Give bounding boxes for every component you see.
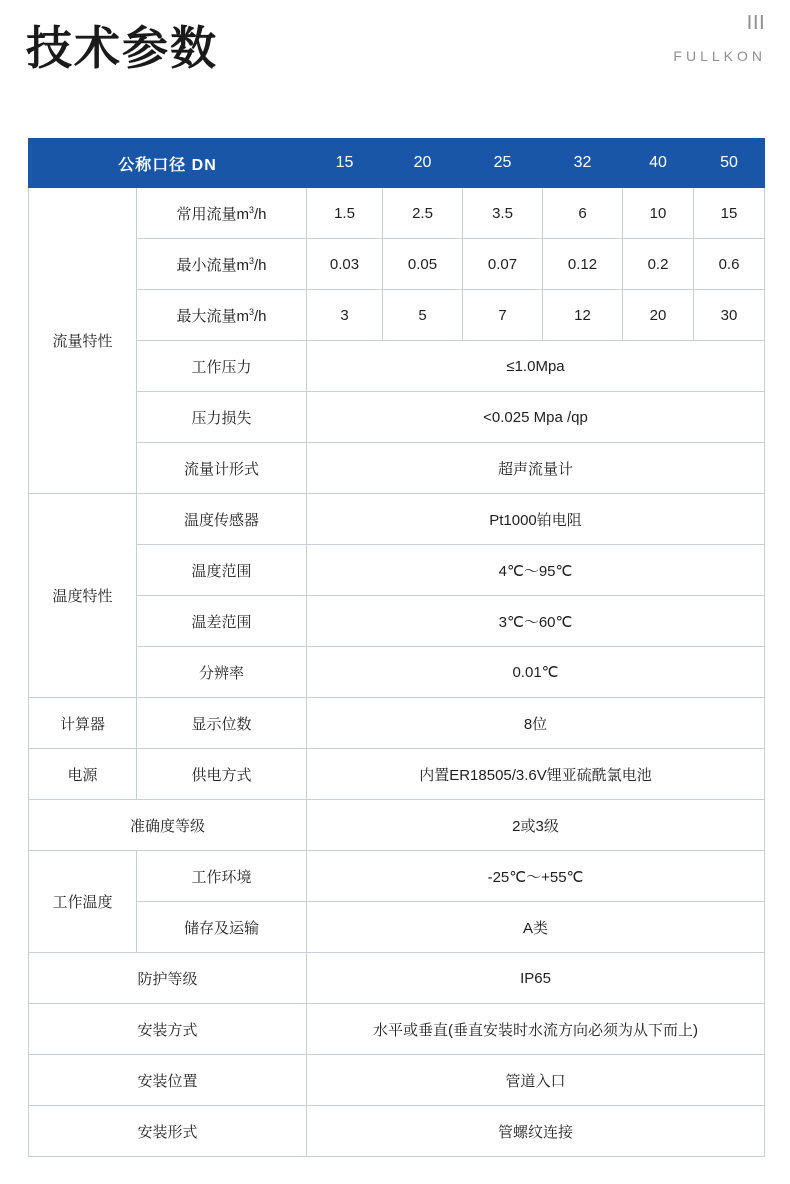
category-flow: 流量特性	[29, 188, 137, 494]
table-row	[29, 647, 765, 698]
cell-value: 0.01℃	[307, 647, 765, 698]
header-size-25: 25	[463, 139, 543, 188]
table-row	[29, 851, 765, 902]
cell-value: Pt1000铂电阻	[307, 494, 765, 545]
brand-block	[673, 14, 766, 64]
cell-value: IP65	[307, 953, 765, 1004]
category-protection-class: 防护等级	[29, 953, 307, 1004]
table-row	[29, 800, 765, 851]
cell-value: 8位	[307, 698, 765, 749]
cell-value: 3	[307, 290, 383, 341]
cell-value: A类	[307, 902, 765, 953]
cell-value: -25℃～+55℃	[307, 851, 765, 902]
row-label-flowmeter-type: 流量计形式	[137, 443, 307, 494]
cell-value: 15	[694, 188, 765, 239]
row-label-pressure-loss: 压力损失	[137, 392, 307, 443]
cell-value: 3.5	[463, 188, 543, 239]
cell-value: 20	[623, 290, 694, 341]
table-row	[29, 494, 765, 545]
cell-value: 管螺纹连接	[307, 1106, 765, 1157]
table-row	[29, 596, 765, 647]
brand-name: FULLKON	[673, 48, 766, 64]
row-label-normal-flow: 常用流量$m^3/h$	[137, 188, 307, 239]
cell-value: 5	[383, 290, 463, 341]
cell-value: 0.2	[623, 239, 694, 290]
header-size-20: 20	[383, 139, 463, 188]
row-label-display-digits: 显示位数	[137, 698, 307, 749]
cell-value: 6	[543, 188, 623, 239]
cell-value: 0.12	[543, 239, 623, 290]
table-row	[29, 1004, 765, 1055]
table-row	[29, 1106, 765, 1157]
table-header-row	[29, 139, 765, 188]
header-size-15: 15	[307, 139, 383, 188]
cell-value: 2或3级	[307, 800, 765, 851]
table-row	[29, 545, 765, 596]
table-row	[29, 443, 765, 494]
row-label-max-flow: 最大流量$m^3/h$	[137, 290, 307, 341]
row-label-working-pressure: 工作压力	[137, 341, 307, 392]
table-row	[29, 341, 765, 392]
header-size-32: 32	[543, 139, 623, 188]
category-calculator: 计算器	[29, 698, 137, 749]
cell-value: 超声流量计	[307, 443, 765, 494]
table-row	[29, 290, 765, 341]
row-label-temp-sensor: 温度传感器	[137, 494, 307, 545]
header-size-50: 50	[694, 139, 765, 188]
cell-value: 0.07	[463, 239, 543, 290]
category-installation-method: 安装方式	[29, 1004, 307, 1055]
row-label-temp-range: 温度范围	[137, 545, 307, 596]
table-row	[29, 239, 765, 290]
cell-value: 管道入口	[307, 1055, 765, 1106]
category-power: 电源	[29, 749, 137, 800]
brand-logo-icon: |||	[747, 13, 766, 30]
cell-value: <0.025 Mpa /qp	[307, 392, 765, 443]
row-label-storage-transport: 储存及运输	[137, 902, 307, 953]
table-row	[29, 188, 765, 239]
table-row	[29, 749, 765, 800]
cell-value: 1.5	[307, 188, 383, 239]
cell-value: 0.03	[307, 239, 383, 290]
category-operating-temperature: 工作温度	[29, 851, 137, 953]
page-title: 技术参数	[26, 22, 218, 74]
cell-value: ≤1.0Mpa	[307, 341, 765, 392]
table-row	[29, 392, 765, 443]
cell-value: 12	[543, 290, 623, 341]
category-installation-position: 安装位置	[29, 1055, 307, 1106]
row-label-resolution: 分辨率	[137, 647, 307, 698]
cell-value: 内置ER18505/3.6V锂亚硫酰氯电池	[307, 749, 765, 800]
table-body	[29, 188, 765, 1157]
table-row	[29, 698, 765, 749]
category-connection-type: 安装形式	[29, 1106, 307, 1157]
cell-value: 10	[623, 188, 694, 239]
cell-value: 水平或垂直(垂直安装时水流方向必须为从下而上)	[307, 1004, 765, 1055]
row-label-working-environment: 工作环境	[137, 851, 307, 902]
specification-table	[28, 138, 765, 1157]
table-row	[29, 1055, 765, 1106]
header-nominal-diameter: 公称口径 DN	[29, 139, 307, 188]
cell-value: 30	[694, 290, 765, 341]
category-accuracy-class: 准确度等级	[29, 800, 307, 851]
header-size-40: 40	[623, 139, 694, 188]
cell-value: 0.05	[383, 239, 463, 290]
category-temperature: 温度特性	[29, 494, 137, 698]
cell-value: 3℃～60℃	[307, 596, 765, 647]
table-row	[29, 902, 765, 953]
cell-value: 2.5	[383, 188, 463, 239]
cell-value: 7	[463, 290, 543, 341]
cell-value: 0.6	[694, 239, 765, 290]
row-label-power-supply: 供电方式	[137, 749, 307, 800]
table-row	[29, 953, 765, 1004]
page-header	[0, 0, 790, 110]
cell-value: 4℃～95℃	[307, 545, 765, 596]
row-label-min-flow: 最小流量$m^3/h$	[137, 239, 307, 290]
row-label-temp-diff-range: 温差范围	[137, 596, 307, 647]
